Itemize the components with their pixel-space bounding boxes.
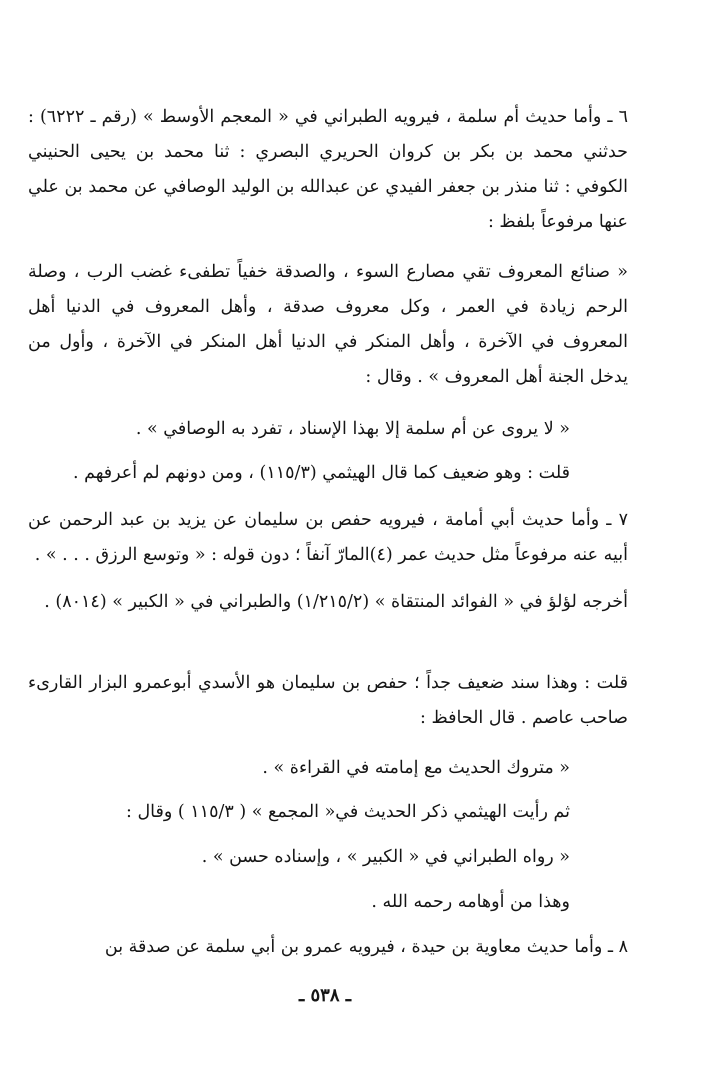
paragraph-muawiya-hadith: ٨ ـ وأما حديث معاوية بن حيدة ، فيرويه عمرو بن أبي سلمة عن صدقة بن xyxy=(104,937,628,957)
paragraph-haythami-majma: ثم رأيت الهيثمي ذكر الحديث في« المجمع » ( ١١٥/٣ ) وقال : xyxy=(126,802,570,822)
paragraph-haythami-quote: « رواه الطبراني في « الكبير » ، وإسناده حسن » . xyxy=(201,847,570,867)
paragraph-lulu-takhrij: أخرجه لؤلؤ في « الفوائد المنتقاة » (١/٢١٥/٢) والطبراني في « الكبير » (٨٠١٤) . xyxy=(44,592,628,612)
paragraph-hadith-text: « صنائع المعروف تقي مصارع السوء ، والصدقة خفياً تطفىء غضب الرب ، وصلة الرحم زيادة في العمر ، وكل معروف صدقة ، وأهل المعروف في الدنيا أهل المعروف في الآخرة ، وأهل المنكر في الدنيا أهل المنكر في الآخرة ، وأول من يدخل الجنة أهل المعروف » . وقال : xyxy=(28,262,628,387)
paragraph-hafs-weak: قلت : وهذا سند ضعيف جداً ؛ حفص بن سليمان هو الأسدي أبوعمرو البزار القارىء صاحب عاصم . قال الحافظ : xyxy=(28,673,628,728)
paragraph-umm-salama-hadith: ٦ ـ وأما حديث أم سلمة ، فيرويه الطبراني في « المعجم الأوسط » (رقم ـ ٦٢٢٢) : حدثني محمد بن بكر بن كروان الحريري البصري : ثنا محمد بن يحيى الحنيني الكوفي : ثنا منذر بن جعفر الفيدي عن عبدالله بن الوليد الوصافي عن محمد بن علي عنها مرفوعاً بلفظ : xyxy=(28,107,628,232)
paragraph-tabarani-comment: « لا يروى عن أم سلمة إلا بهذا الإسناد ، تفرد به الوصافي » . xyxy=(135,419,570,439)
paragraph-author-remark: وهذا من أوهامه رحمه الله . xyxy=(371,892,570,912)
paragraph-haythami-weak: قلت : وهو ضعيف كما قال الهيثمي (١١٥/٣) ، ومن دونهم لم أعرفهم . xyxy=(72,463,570,483)
page-number: ـ ٥٣٨ ـ xyxy=(298,985,352,1006)
paragraph-hafiz-quote: « متروك الحديث مع إمامته في القراءة » . xyxy=(262,758,570,778)
paragraph-abu-umama-hadith: ٧ ـ وأما حديث أبي أمامة ، فيرويه حفص بن سليمان عن يزيد بن عبد الرحمن عن أبيه عنه مرفوعاً مثل حديث عمر (٤)المارّ آنفاً ؛ دون قوله : « وتوسع الرزق . . . » . xyxy=(28,510,628,565)
